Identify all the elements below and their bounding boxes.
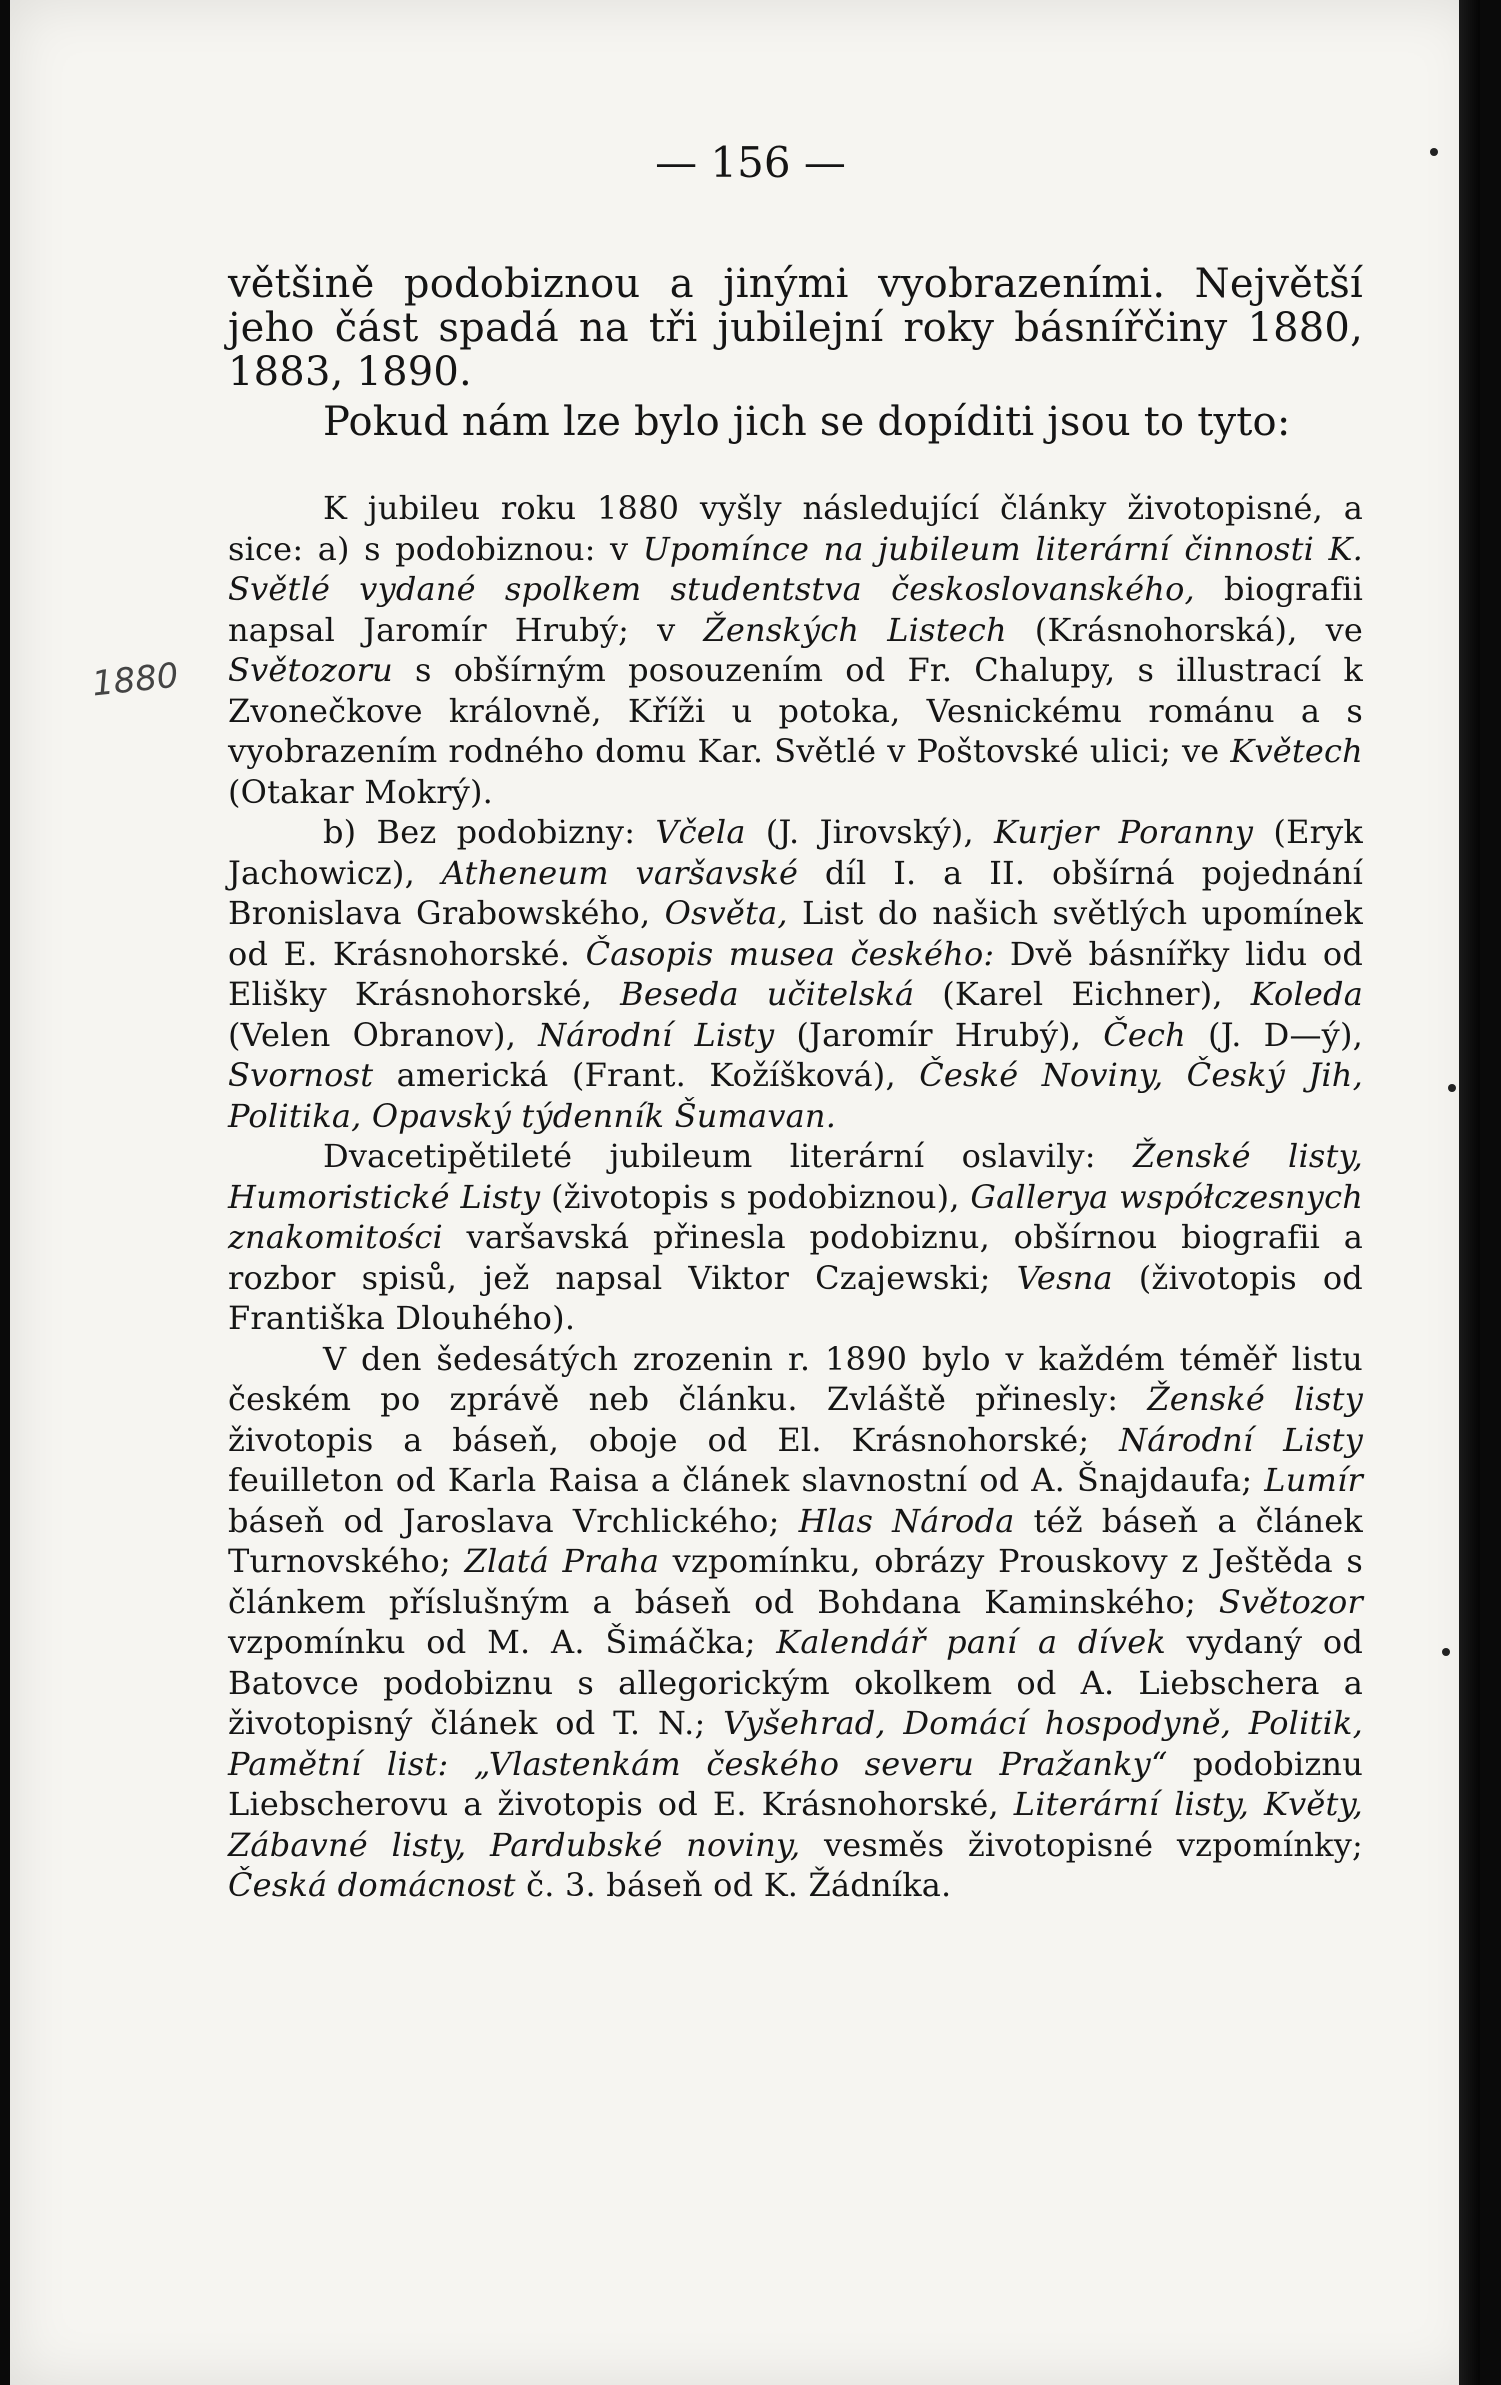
- paragraph-without-portrait: b) Bez podobizny: Včela (J. Jirovský), Kurjer Poranny (Eryk Jachowicz), Atheneum varšavské díl I. a II. obšírná pojednání Bronislava Grabowského, Osvěta, List do našich světlých upomínek od E. Krásnohorské. Časopis musea českého: Dvě básnířky lidu od Elišky Krásnohorské, Beseda učitelská (Karel Eichner), Koleda (Velen Obranov), Národní Listy (Jaromír Hrubý), Čech (J. D—ý), Svornost americká (Frant. Kožíšková), České Noviny, Český Jih, Politika, Opavský týdenník Šumavan.: [228, 813, 1364, 1135]
- text-block-main: [228, 488, 1363, 1906]
- paragraph-continuation: většině podobiznou a jinými vyobrazeními. Největší jeho část spadá na tři jubilejní roky básnířčiny 1880, 1883, 1890.: [228, 261, 1363, 395]
- text-block-intro: [228, 262, 1363, 444]
- paragraph-25th-jubilee: Dvacetipětileté jubileum literární oslavily: Ženské listy, Humoristické Listy (životopis s podobiznou), Gallerya współczesnych znakomitości varšavská přinesla podobiznu, obšírnou biografii a rozbor spisů, jež napsal Viktor Czajewski; Vesna (životopis od Františka Dlouhého).: [228, 1137, 1364, 1337]
- ink-speck: [1448, 1084, 1456, 1092]
- handwritten-margin-note: 1880: [90, 655, 181, 705]
- page-edge-shadow: [1459, 0, 1480, 2385]
- paragraph-60th-birthday: V den šedesátých zrozenin r. 1890 bylo v každém téměř listu českém po zprávě neb článku. Zvláště přinesly: Ženské listy životopis a báseň, oboje od El. Krásnohorské; Národní Listy feuilleton od Karla Raisa a článek slavnostní od A. Šnajdaufa; Lumír báseň od Jaroslava Vrchlického; Hlas Národa též báseň a článek Turnovského; Zlatá Praha vzpomínku, obrázy Prouskovy z Ještěda s článkem příslušným a báseň od Bohdana Kaminského; Světozor vzpomínku od M. A. Šimáčka; Kalendář paní a dívek vydaný od Batovce podobiznu s allegorickým okolkem od A. Liebschera a životopisný článek od T. N.; Vyšehrad, Domácí hospodyně, Politik, Pamětní list: „Vlastenkám českého severu Pražanky“ podobiznu Liebscherovu a životopis od E. Krásnohorské, Literární listy, Květy, Zábavné listy, Pardubské noviny, vesměs životopisné vzpomínky; Česká domácnost č. 3. báseň od K. Žádníka.: [228, 1339, 1364, 1904]
- ink-speck: [1442, 1648, 1450, 1656]
- paragraph-list-intro: Pokud nám lze bylo jich se dopíditi jsou to tyto:: [323, 399, 1291, 445]
- paragraph-1880-jubilee: K jubileu roku 1880 vyšly následující články životopisné, a sice: a) s podobiznou: v Upomínce na jubileum literární činnosti K. Světlé vydané spolkem studentstva českoslovanského, biografii napsal Jaromír Hrubý; v Ženských Listech (Krásnohorská), ve Světozoru s obšírným posouzením od Fr. Chalupy, s illustrací k Zvonečkove královně, Kříži u potoka, Vesnickému románu a s vyobrazením rodného domu Kar. Světlé v Poštovské ulici; ve Květech (Otakar Mokrý).: [228, 489, 1364, 811]
- page-number: — 156 —: [655, 138, 846, 187]
